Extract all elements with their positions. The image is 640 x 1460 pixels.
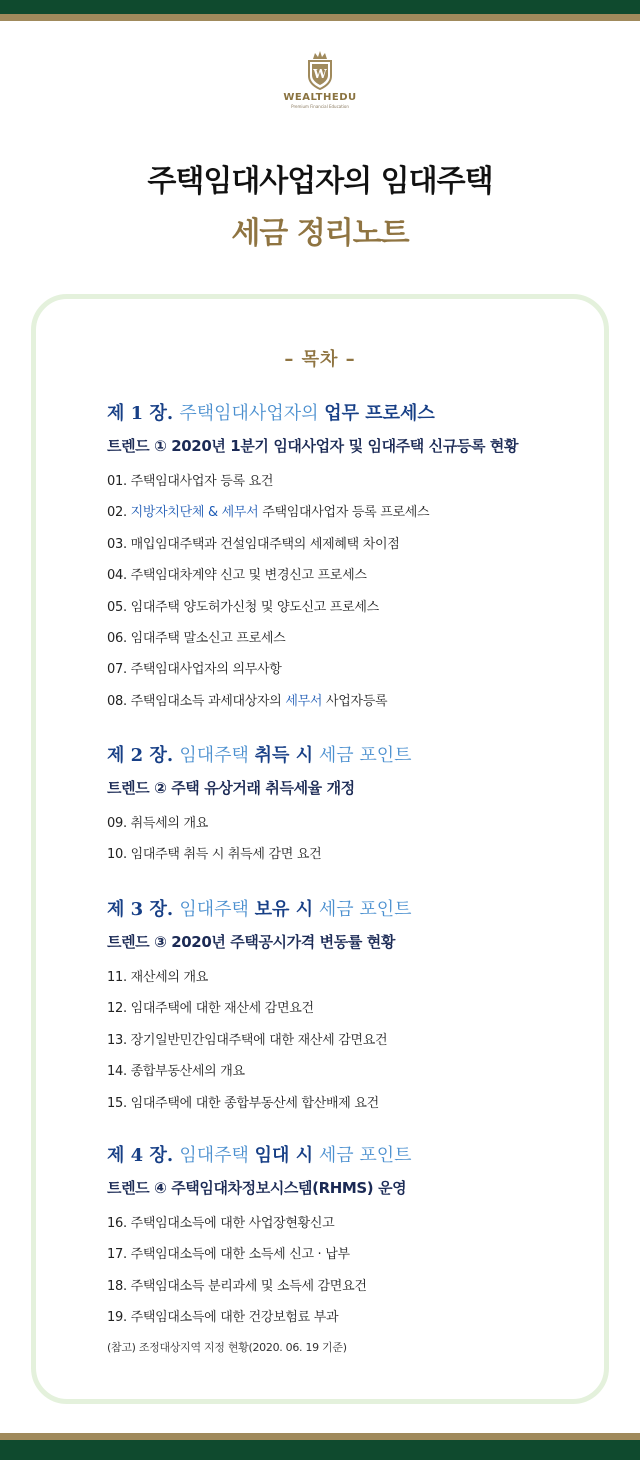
chapter-title-part: 세금 포인트 — [313, 1145, 412, 1166]
toc-item: 10. 임대주택 취득 시 취득세 감면 요건 — [107, 847, 322, 863]
toc-item: 14. 종합부동산세의 개요 — [107, 1064, 245, 1080]
chapter-heading — [107, 895, 411, 921]
toc-item: 16. 주택임대소득에 대한 사업장현황신고 — [107, 1216, 335, 1231]
chapter-title-part: 세금 포인트 — [313, 899, 412, 920]
page-title-line1: 주택임대사업자의 임대주택 — [147, 164, 493, 199]
chapter-title-part: 임대주택 — [179, 745, 255, 766]
toc-item: 02. 지방자치단체 & 세무서 주택임대사업자 등록 프로세스 — [107, 505, 430, 521]
chapter-title-part: 임대 시 — [254, 1145, 314, 1166]
top-green-band — [0, 0, 640, 14]
top-gold-stripe — [0, 14, 640, 21]
chapter-heading — [107, 741, 411, 767]
page-title-line2: 세금 정리노트 — [231, 216, 409, 251]
chapter-title-part: 주택임대사업자의 — [179, 403, 325, 424]
crown-shield-icon — [305, 50, 335, 90]
chapter-number: 제 4 장. — [107, 1145, 180, 1166]
trend-line: 트렌드 ② 주택 유상거래 취득세율 개정 — [107, 779, 355, 797]
toc-item: 05. 임대주택 양도허가신청 및 양도신고 프로세스 — [107, 599, 379, 615]
chapter-number: 제 3 장. — [107, 899, 180, 920]
chapter-heading — [107, 399, 435, 425]
chapter-heading — [107, 1141, 411, 1167]
logo-monogram: W — [313, 67, 327, 81]
chapter-title-part: 프로세스 — [365, 403, 435, 424]
chapter-title-part: 세금 포인트 — [313, 745, 412, 766]
chapter-title-part: 취득 시 — [254, 745, 314, 766]
trend-line: 트렌드 ③ 2020년 주택공시가격 변동률 현황 — [107, 933, 395, 951]
toc-item: 08. 주택임대소득 과세대상자의 세무서 사업자등록 — [107, 693, 388, 709]
toc-item: 03. 매입임대주택과 건설임대주택의 세제혜택 차이점 — [107, 536, 400, 552]
toc-item: 04. 주택임대차계약 신고 및 변경신고 프로세스 — [107, 568, 367, 584]
toc-item: 11. 재산세의 개요 — [107, 970, 208, 985]
toc-item: 19. 주택임대소득에 대한 건강보험료 부과 — [107, 1310, 339, 1326]
bottom-gold-stripe — [0, 1433, 640, 1440]
chapter-title-part: 업무 — [324, 403, 366, 424]
toc-item: 15. 임대주택에 대한 종합부동산세 합산배제 요건 — [107, 1095, 379, 1111]
chapter-title-part: 보유 시 — [254, 899, 314, 920]
toc-item: 09. 취득세의 개요 — [107, 816, 208, 831]
wealthedu-logo — [270, 50, 370, 109]
bottom-green-band — [0, 1440, 640, 1460]
chapter-number: 제 2 장. — [107, 745, 180, 766]
brand-tagline: Premium Financial Education — [291, 104, 349, 109]
toc-item: 13. 장기일반민간임대주택에 대한 재산세 감면요건 — [107, 1032, 388, 1048]
chapter-number: 제 1 장. — [107, 403, 180, 424]
chapter-title-part: 임대주택 — [179, 1145, 255, 1166]
toc-item: 07. 주택임대사업자의 의무사항 — [107, 662, 282, 678]
toc-item: 06. 임대주택 말소신고 프로세스 — [107, 631, 286, 646]
toc-item: 17. 주택임대소득에 대한 소득세 신고 · 납부 — [107, 1247, 350, 1263]
toc-heading: – 목차 – — [284, 349, 356, 370]
chapter-title-part: 임대주택 — [179, 899, 255, 920]
toc-item: 12. 임대주택에 대한 재산세 감면요건 — [107, 1001, 314, 1017]
trend-line: 트렌드 ④ 주택임대차정보시스템(RHMS) 운영 — [107, 1179, 407, 1197]
brand-name: WEALTHEDU — [283, 92, 357, 103]
trend-line: 트렌드 ① 2020년 1분기 임대사업자 및 임대주택 신규등록 현황 — [107, 437, 519, 455]
toc-item: 01. 주택임대사업자 등록 요건 — [107, 474, 274, 489]
reference-note: (참고) 조정대상지역 지정 현황(2020. 06. 19 기준) — [107, 1340, 347, 1354]
toc-item: 18. 주택임대소득 분리과세 및 소득세 감면요건 — [107, 1278, 367, 1294]
